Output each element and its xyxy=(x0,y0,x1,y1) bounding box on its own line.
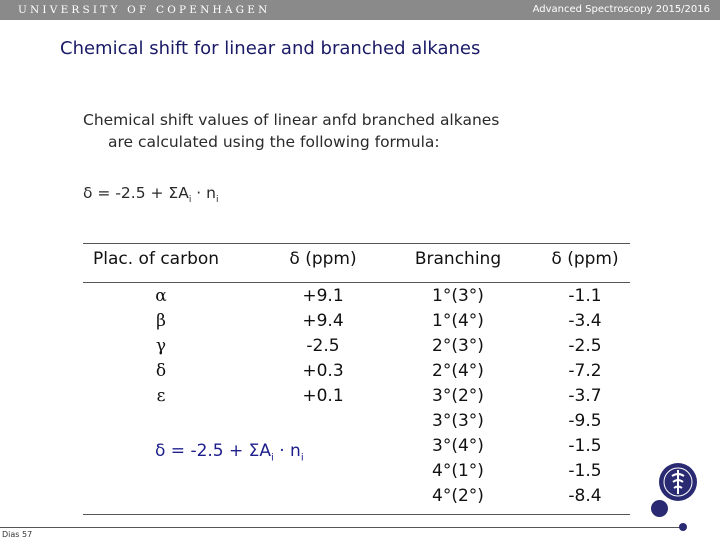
branching-shift: -8.4 xyxy=(568,486,602,506)
position-alpha: α xyxy=(155,286,167,306)
branching-shift: -1.1 xyxy=(568,286,602,306)
header-shift-2: δ (ppm) xyxy=(551,249,619,269)
position-shift: +0.1 xyxy=(302,386,344,406)
branching-shift: -7.2 xyxy=(568,361,602,381)
table-formula-main: δ = -2.5 + ΣA xyxy=(155,441,272,461)
header-branching: Branching xyxy=(414,249,502,269)
branching-type: 1°(3°) xyxy=(432,286,484,306)
header-bar xyxy=(0,0,720,20)
formula-main: δ = -2.5 + ΣA xyxy=(83,184,189,202)
branching-type: 1°(4°) xyxy=(432,311,484,331)
branching-shift: -1.5 xyxy=(568,436,602,456)
branching-type: 3°(3°) xyxy=(432,411,484,431)
slide-title: Chemical shift for linear and branched alkanes xyxy=(60,38,481,59)
branching-shift: -9.5 xyxy=(568,411,602,431)
position-epsilon: ε xyxy=(156,386,166,406)
header-position: Plac. of carbon xyxy=(93,249,220,269)
table-formula-sub-i2: i xyxy=(300,452,304,464)
university-name: UNIVERSITY OF COPENHAGEN xyxy=(18,4,271,16)
branching-shift: -3.7 xyxy=(568,386,602,406)
position-delta: δ xyxy=(155,361,167,381)
university-seal-icon xyxy=(658,462,698,502)
branching-type: 3°(2°) xyxy=(432,386,484,406)
position-shift: +9.1 xyxy=(302,286,344,306)
position-shift: -2.5 xyxy=(306,336,340,356)
decorative-dot-small xyxy=(679,523,687,531)
branching-shift: -2.5 xyxy=(568,336,602,356)
position-gamma: γ xyxy=(155,336,167,356)
table-bottom-rule xyxy=(83,514,630,515)
header-shift-1: δ (ppm) xyxy=(289,249,357,269)
branching-type: 4°(2°) xyxy=(432,486,484,506)
branching-shift: -3.4 xyxy=(568,311,602,331)
slide-number: Dias 57 xyxy=(2,530,33,539)
table-formula-sub-i: i xyxy=(271,452,274,464)
table-top-rule xyxy=(83,243,630,244)
formula-sub-i: i xyxy=(188,195,192,206)
footer-rule xyxy=(0,527,684,528)
table-formula-dot-n: · n xyxy=(273,441,301,461)
intro-text xyxy=(83,109,603,153)
branching-type: 2°(3°) xyxy=(432,336,484,356)
intro-line-1: Chemical shift values of linear anfd branched alkanes xyxy=(83,111,500,129)
intro-line-2: are calculated using the following formula: xyxy=(108,133,440,151)
course-title: Advanced Spectroscopy 2015/2016 xyxy=(532,4,710,15)
position-beta: β xyxy=(156,311,166,331)
formula-sub-i2: i xyxy=(215,195,219,206)
position-shift: +9.4 xyxy=(302,311,344,331)
branching-type: 3°(4°) xyxy=(432,436,484,456)
table-formula xyxy=(155,441,304,463)
decorative-dot-large xyxy=(651,500,668,517)
position-shift: +0.3 xyxy=(302,361,344,381)
branching-type: 4°(1°) xyxy=(432,461,484,481)
formula-dot-n: · n xyxy=(191,184,216,202)
table-header-rule xyxy=(83,282,630,283)
branching-shift: -1.5 xyxy=(568,461,602,481)
shift-table xyxy=(83,243,630,515)
branching-type: 2°(4°) xyxy=(432,361,484,381)
formula-text xyxy=(83,184,218,205)
